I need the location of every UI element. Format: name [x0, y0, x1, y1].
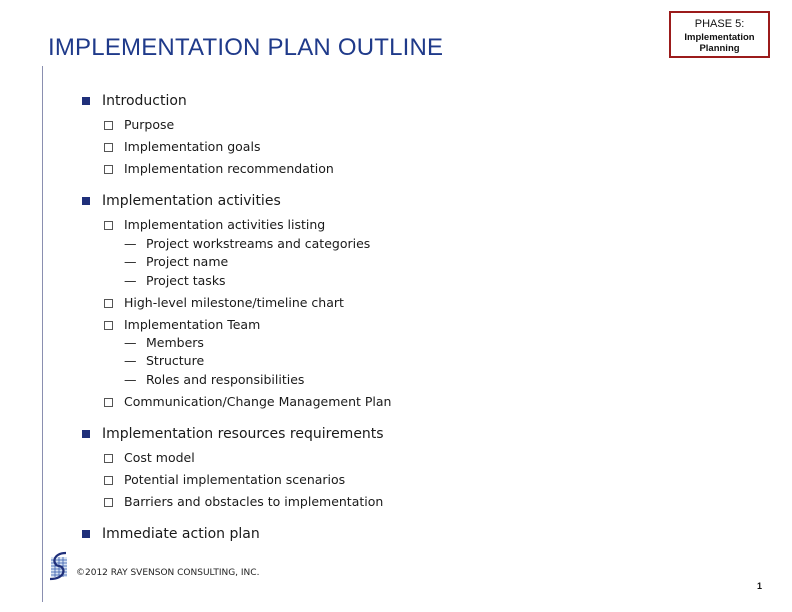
phase-label: PHASE 5:: [694, 18, 745, 30]
phase-subtitle-line1: Implementation: [684, 32, 755, 43]
checkbox-bullet-icon: [104, 121, 113, 130]
list-item-label: Purpose: [124, 117, 175, 132]
dash-bullet-icon: —: [124, 335, 137, 350]
checkbox-bullet-icon: [104, 221, 113, 230]
square-bullet-icon: [82, 197, 90, 205]
checkbox-bullet-icon: [104, 454, 113, 463]
list-item-label: Potential implementation scenarios: [124, 472, 346, 487]
square-bullet-icon: [82, 97, 90, 105]
sub-list-item-label: Roles and responsibilities: [146, 372, 305, 387]
checkbox-bullet-icon: [104, 299, 113, 308]
sub-list-item-label: Project name: [146, 254, 229, 269]
phase-subtitle-line2: Planning: [699, 43, 740, 54]
footer-copyright: ©2012 RAY SVENSON CONSULTING, INC.: [76, 568, 260, 578]
list-item-label: High-level milestone/timeline chart: [124, 295, 344, 310]
dash-bullet-icon: —: [124, 273, 137, 288]
dash-bullet-icon: —: [124, 236, 137, 251]
sub-list-item-label: Members: [146, 335, 204, 350]
list-item-label: Implementation activities listing: [124, 217, 326, 232]
checkbox-bullet-icon: [104, 143, 113, 152]
sub-list-item-label: Project tasks: [146, 273, 226, 288]
checkbox-bullet-icon: [104, 398, 113, 407]
square-bullet-icon: [82, 530, 90, 538]
section-label: Implementation activities: [102, 193, 281, 209]
list-item-label: Implementation Team: [124, 317, 261, 332]
dash-bullet-icon: —: [124, 372, 137, 387]
sub-list-item-label: Structure: [146, 353, 205, 368]
square-bullet-icon: [82, 430, 90, 438]
checkbox-bullet-icon: [104, 165, 113, 174]
sub-list-item-label: Project workstreams and categories: [146, 236, 371, 251]
checkbox-bullet-icon: [104, 476, 113, 485]
list-item-label: Implementation goals: [124, 139, 261, 154]
list-item-label: Cost model: [124, 450, 195, 465]
section-label: Immediate action plan: [102, 526, 260, 542]
page-title: IMPLEMENTATION PLAN OUTLINE: [48, 34, 444, 61]
checkbox-bullet-icon: [104, 321, 113, 330]
section-label: Introduction: [102, 93, 187, 109]
checkbox-bullet-icon: [104, 498, 113, 507]
page-number: 1: [757, 581, 763, 591]
dash-bullet-icon: —: [124, 353, 137, 368]
list-item-label: Barriers and obstacles to implementation: [124, 494, 384, 509]
list-item-label: Implementation recommendation: [124, 161, 334, 176]
section-label: Implementation resources requirements: [102, 426, 384, 442]
dash-bullet-icon: —: [124, 254, 137, 269]
company-logo-icon: [48, 551, 70, 581]
list-item-label: Communication/Change Management Plan: [124, 394, 392, 409]
